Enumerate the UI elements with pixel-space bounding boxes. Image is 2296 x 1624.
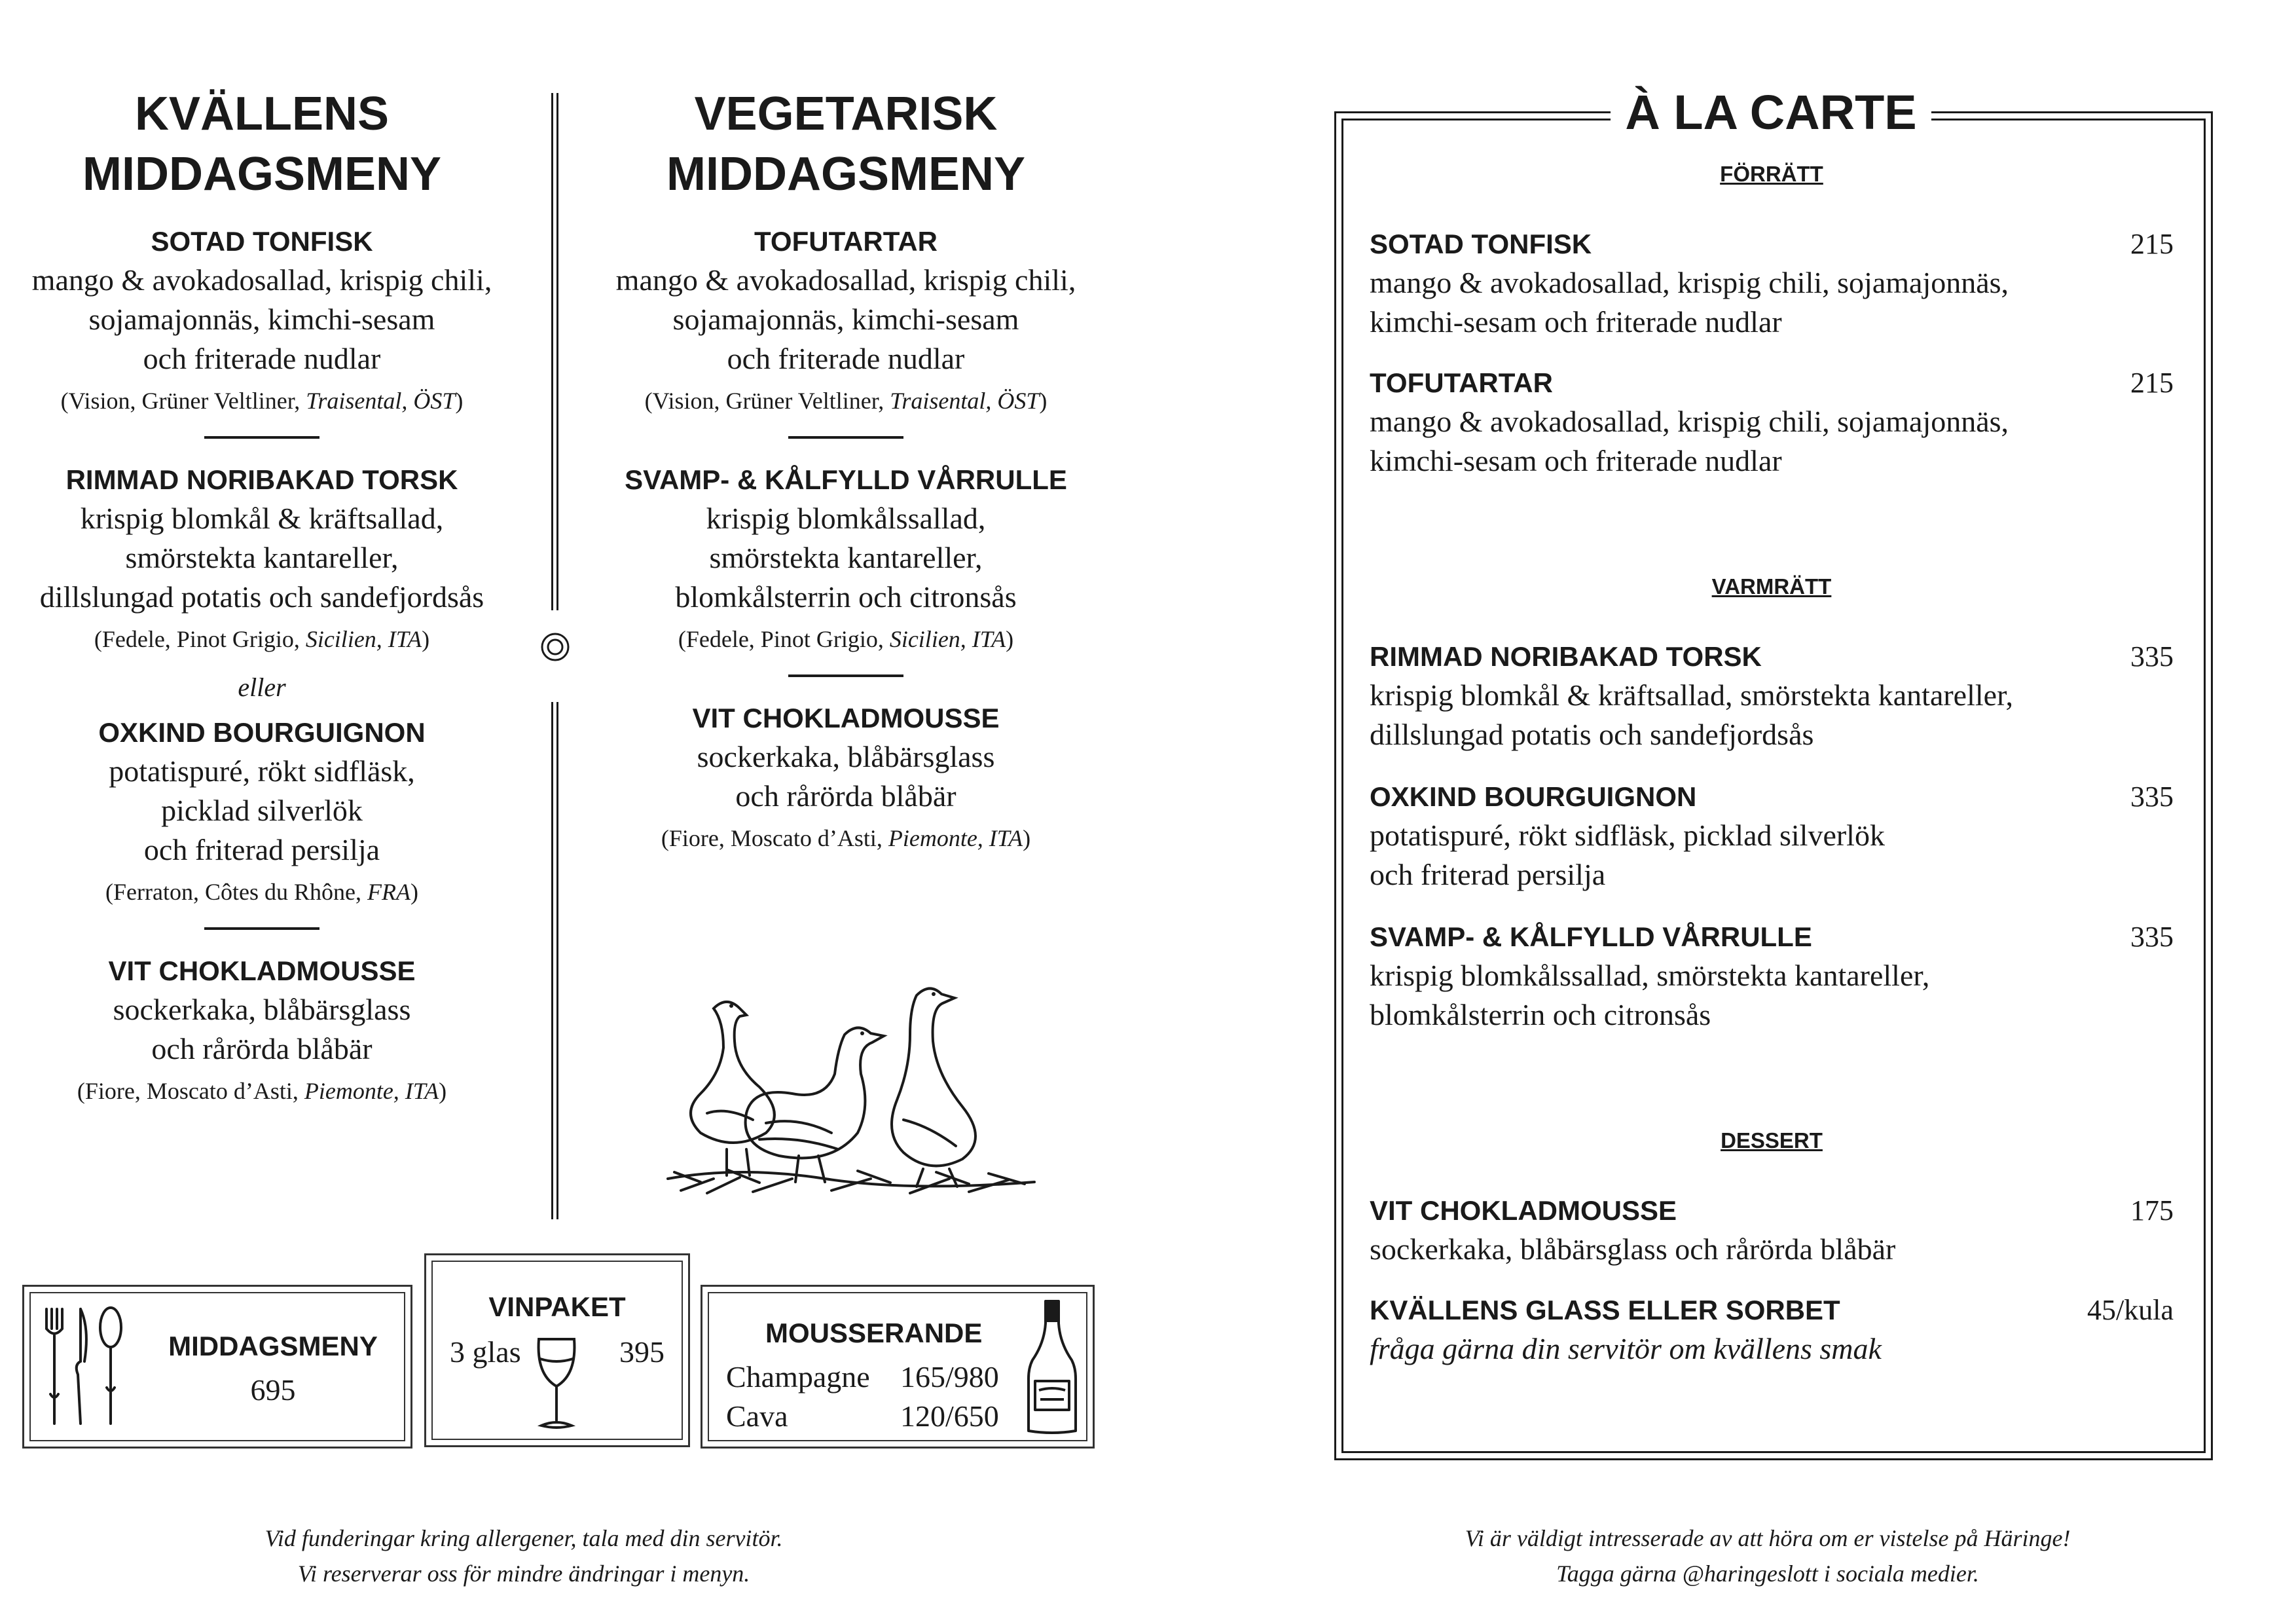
sparkling-row-champagne-price: 165/980 [900, 1360, 999, 1393]
menu-item-desc-line: blomkålsterrin och citronsås [1370, 998, 1711, 1031]
champagne-bottle-icon [1025, 1297, 1080, 1437]
footer-right: Vi är väldigt intresserade av att höra om er vistelse på Häringe! Tagga gärna @haringeslott i sociala medier. [1465, 1525, 2071, 1587]
sparkling-row-cava-price: 120/650 [900, 1399, 999, 1433]
dish-desc-line: mango & avokadosallad, krispig chili, [31, 263, 492, 297]
menu-item-price: 215 [2130, 228, 2174, 260]
dish-desc-line: smörstekta kantareller, [125, 541, 399, 574]
course-block [584, 699, 1108, 858]
wine-pairing: (Fiore, Moscato d’Asti, Piemonte, ITA) [77, 1078, 447, 1104]
menu-item-name: SOTAD TONFISK [1370, 229, 1592, 259]
menu-item-name: TOFUTARTAR [1370, 367, 1553, 398]
menu-item-price: 215 [2130, 367, 2174, 399]
menu-item-price: 335 [2130, 781, 2174, 813]
menu-item-desc-italic: fråga gärna din servitör om kvällens smak [1370, 1332, 1882, 1365]
section-label-mains: VARMRÄTT [1711, 574, 1832, 599]
menu-item-desc-line: dillslungad potatis och sandefjordsås [1370, 718, 1814, 751]
circle-ornament-icon [538, 630, 572, 664]
course-block [584, 461, 1108, 659]
menu-item-name: KVÄLLENS GLASS ELLER SORBET [1370, 1295, 1840, 1325]
a-la-carte-title: À LA CARTE [1611, 83, 1931, 143]
menu-item [1370, 364, 2174, 481]
wine-package-label: VINPAKET [488, 1291, 626, 1322]
footer-left: Vid funderingar kring allergener, tala med din servitör. Vi reserverar oss för mindre ändringar i menyn. [264, 1525, 783, 1587]
menu-item-price: 175 [2130, 1194, 2174, 1227]
sparkling-row-cava-name: Cava [726, 1399, 788, 1433]
vegetarian-menu-title: VEGETARISK MIDDAGSMENY [666, 88, 1025, 200]
wine-pairing: (Fedele, Pinot Grigio, Sicilien, ITA) [678, 626, 1014, 652]
menu-item [1370, 778, 2174, 895]
wine-pairing: (Vision, Grüner Veltliner, Traisental, ÖST) [60, 388, 464, 414]
sparkling-wine-label: MOUSSERANDE [765, 1318, 983, 1348]
dish-desc-line: och rårörda blåbär [735, 779, 957, 813]
wine-pairing: (Vision, Grüner Veltliner, Traisental, ÖST) [644, 388, 1048, 414]
section-label-dessert: DESSERT [1721, 1128, 1823, 1153]
course-block [0, 461, 524, 659]
wine-package-price: 395 [619, 1335, 665, 1369]
course-divider [788, 674, 903, 677]
sparkling-wine-box [701, 1285, 1095, 1449]
dinner-menu-price: 695 [250, 1373, 296, 1407]
menu-item-desc-line: sockerkaka, blåbärsglass och rårörda blåbär [1370, 1232, 1896, 1266]
dish-desc-line: dillslungad potatis och sandefjordsås [39, 580, 484, 614]
course-block [0, 952, 524, 1111]
a-la-carte-content [1370, 160, 2174, 1369]
wine-pairing: (Fiore, Moscato d’Asti, Piemonte, ITA) [661, 825, 1031, 851]
dinner-menu-label: MIDDAGSMENY [168, 1331, 378, 1361]
dish-name: VIT CHOKLADMOUSSE [692, 703, 1000, 733]
menu-item [1370, 225, 2174, 342]
menu-item [1370, 1192, 2174, 1269]
dish-desc-line: krispig blomkålssallad, [706, 502, 986, 535]
menu-item-desc-line: kimchi-sesam och friterade nudlar [1370, 305, 1782, 339]
dish-name: SOTAD TONFISK [151, 226, 373, 257]
menu-item-desc-line: potatispuré, rökt sidfläsk, picklad silverlök [1370, 819, 1885, 852]
course-divider [204, 927, 319, 930]
dish-desc-line: sockerkaka, blåbärsglass [697, 740, 995, 773]
menu-item-desc-line: krispig blomkålssallad, smörstekta kantareller, [1370, 959, 1930, 992]
dish-desc-line: och friterade nudlar [143, 342, 381, 375]
wine-pairing: (Ferraton, Côtes du Rhône, FRA) [105, 879, 418, 905]
wine-glass-icon [534, 1335, 579, 1432]
dish-desc-line: sojamajonnäs, kimchi-sesam [672, 303, 1019, 336]
dish-desc-line: och rårörda blåbär [151, 1032, 373, 1065]
menu-item-desc-line: och friterad persilja [1370, 858, 1606, 891]
dish-name: RIMMAD NORIBAKAD TORSK [65, 464, 458, 495]
dish-name: VIT CHOKLADMOUSSE [108, 955, 416, 986]
menu-item-price: 335 [2130, 921, 2174, 953]
dinner-menu-title: KVÄLLENS MIDDAGSMENY [82, 88, 441, 200]
menu-item [1370, 918, 2174, 1035]
menu-item [1370, 638, 2174, 754]
dinner-menu-column [0, 84, 524, 1111]
menu-item-name: OXKIND BOURGUIGNON [1370, 781, 1697, 812]
dish-desc-line: sojamajonnäs, kimchi-sesam [88, 303, 435, 336]
dish-name: OXKIND BOURGUIGNON [98, 717, 426, 748]
course-block [0, 223, 524, 420]
dish-desc-line: potatispuré, rökt sidfläsk, [109, 754, 415, 788]
menu-item-desc-line: mango & avokadosallad, krispig chili, sojamajonnäs, [1370, 405, 2009, 438]
dish-name: TOFUTARTAR [754, 226, 938, 257]
menu-item-name: VIT CHOKLADMOUSSE [1370, 1195, 1677, 1226]
dinner-menu-price-box [22, 1285, 412, 1449]
menu-item-desc-line: kimchi-sesam och friterade nudlar [1370, 444, 1782, 477]
cutlery-icon [37, 1302, 136, 1432]
wine-pairing: (Fedele, Pinot Grigio, Sicilien, ITA) [94, 626, 430, 652]
or-separator: eller [238, 673, 286, 702]
vegetarian-menu-column [584, 84, 1108, 858]
wine-package-qty: 3 glas [450, 1335, 521, 1369]
course-block [584, 223, 1108, 420]
dish-desc-line: picklad silverlök [161, 794, 363, 827]
dish-desc-line: mango & avokadosallad, krispig chili, [615, 263, 1076, 297]
menu-item [1370, 1291, 2174, 1369]
course-divider [204, 436, 319, 439]
menu-item-name: RIMMAD NORIBAKAD TORSK [1370, 641, 1762, 672]
menu-item-desc-line: krispig blomkål & kräftsallad, smörstekta kantareller, [1370, 678, 2014, 712]
dish-desc-line: smörstekta kantareller, [709, 541, 983, 574]
dish-desc-line: krispig blomkål & kräftsallad, [80, 502, 444, 535]
menu-item-price: 45/kula [2087, 1294, 2174, 1326]
dish-desc-line: sockerkaka, blåbärsglass [113, 993, 411, 1026]
sparkling-row-champagne-name: Champagne [726, 1360, 870, 1393]
menu-item-desc-line: mango & avokadosallad, krispig chili, sojamajonnäs, [1370, 266, 2009, 299]
course-block [0, 714, 524, 912]
menu-item-name: SVAMP- & KÅLFYLLD VÅRRULLE [1370, 921, 1812, 952]
dish-desc-line: och friterade nudlar [727, 342, 965, 375]
dish-desc-line: och friterad persilja [143, 833, 380, 866]
section-label-starters: FÖRRÄTT [1720, 162, 1823, 186]
dish-desc-line: blomkålsterrin och citronsås [675, 580, 1017, 614]
course-divider [788, 436, 903, 439]
dish-name: SVAMP- & KÅLFYLLD VÅRRULLE [625, 464, 1067, 495]
menu-item-price: 335 [2130, 640, 2174, 673]
geese-illustration-icon [661, 982, 1041, 1205]
wine-package-box [424, 1253, 690, 1447]
